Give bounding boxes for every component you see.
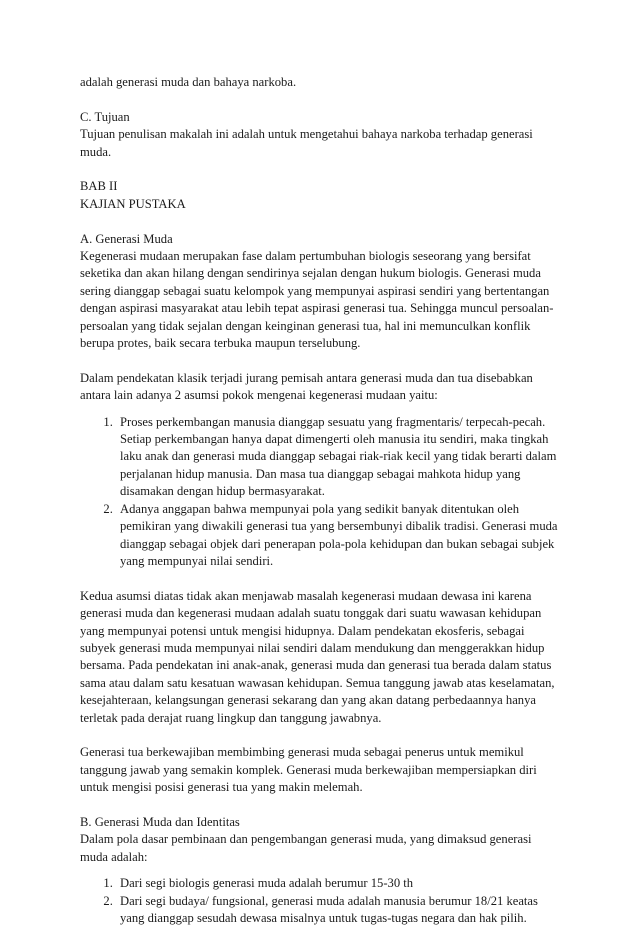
assumptions-list [80,414,558,571]
section-b-paragraph-1: Dalam pola dasar pembinaan dan pengembangan generasi muda, yang dimaksud generasi muda adalah: [80,832,532,864]
list-item: 1. Proses perkembangan manusia dianggap sesuatu yang fragmentaris/ terpecah-pecah. Setiap perkembangan hanya dapat dimengerti oleh manusia itu sendiri, maka tingkah laku anak dan generasi muda dianggap sebagai riak-riak kecil yang tidak berarti dalam perjalanan hidup manusia. Dan masa tua dianggap sebagai mahkota hidup yang disamakan dengan hidup bermasyarakat. [116,414,558,501]
list-item: 1. Dari segi biologis generasi muda adalah berumur 15-30 th [116,875,558,892]
definition-list [80,875,558,927]
intro-line: adalah generasi muda dan bahaya narkoba. [80,75,297,89]
bab-title: KAJIAN PUSTAKA [80,196,186,211]
tujuan-text: Tujuan penulisan makalah ini adalah untuk mengetahui bahaya narkoba terhadap generasi muda. [80,127,533,159]
section-a-paragraph-4: Generasi tua berkewajiban membimbing generasi muda sebagai penerus untuk memikul tanggung jawab yang semakin komplek. Generasi muda berkewajiban mempersiapkan diri untuk mengisi posisi generasi tua yang makin melemah. [80,745,537,795]
section-a-heading: A. Generasi Muda [80,231,173,246]
section-b-heading: B. Generasi Muda dan Identitas [80,814,240,829]
section-a-paragraph-1: Kegenerasi mudaan merupakan fase dalam pertumbuhan biologis seseorang yang bersifat seketika dan akan hilang dengan sendirinya sejalan dengan hukum biologis. Generasi muda sering dianggap sebagai suatu kelompok yang mempunyai aspirasi sendiri yang bertentangan dengan aspirasi masyarakat atau lebih tepat aspirasi generasi tua. Sehingga muncul persoalan-persoalan yang tidak sejalan dengan keinginan generasi tua, hal ini memunculkan konflik berupa protes, baik secara terbuka maupun terselubung. [80,249,554,351]
list-item: 2. Dari segi budaya/ fungsional, generasi muda adalah manusia berumur 18/21 keatas yang dianggap sesudah dewasa misalnya untuk tugas-tugas negara dan hak pilih. [116,893,558,927]
section-a-paragraph-2: Dalam pendekatan klasik terjadi jurang pemisah antara generasi muda dan tua disebabkan antara lain adanya 2 asumsi pokok mengenai kegenerasi mudaan yaitu: [80,370,533,403]
tujuan-heading: C. Tujuan [80,109,130,124]
bab-number: BAB II [80,179,118,194]
list-item: 2. Adanya anggapan bahwa mempunyai pola yang sedikit banyak ditentukan oleh pemikiran yang diwakili generasi tua yang bersembunyi dibalik tradisi. Generasi muda dianggap sebagai objek dari penerapan pola-pola kehidupan dan bukan sebagai subjek yang mempunyai nilai sendiri. [116,501,558,571]
section-a-paragraph-3: Kedua asumsi diatas tidak akan menjawab masalah kegenerasi mudaan dewasa ini karena generasi muda dan kegenerasi mudaan adalah suatu tonggak dari suatu wawasan kehidupan yang mempunyai potensi untuk mengisi hidupnya. Dalam pendekatan ekosferis, sebagai subyek generasi muda mempunyai nilai sendiri dalam mendukung dan menggerakkan hidup bersama. Pada pendekatan ini anak-anak, generasi muda dan generasi tua berada dalam status sama atau dalam satu kesatuan wawasan kehidupan. Semua tanggung jawab atas keselamatan, kesejahteraan, kelangsungan generasi sekarang dan yang akan datang perbedaannya hanya terletak pada derajat ruang lingkup dan tanggung jawabnya. [80,588,555,725]
